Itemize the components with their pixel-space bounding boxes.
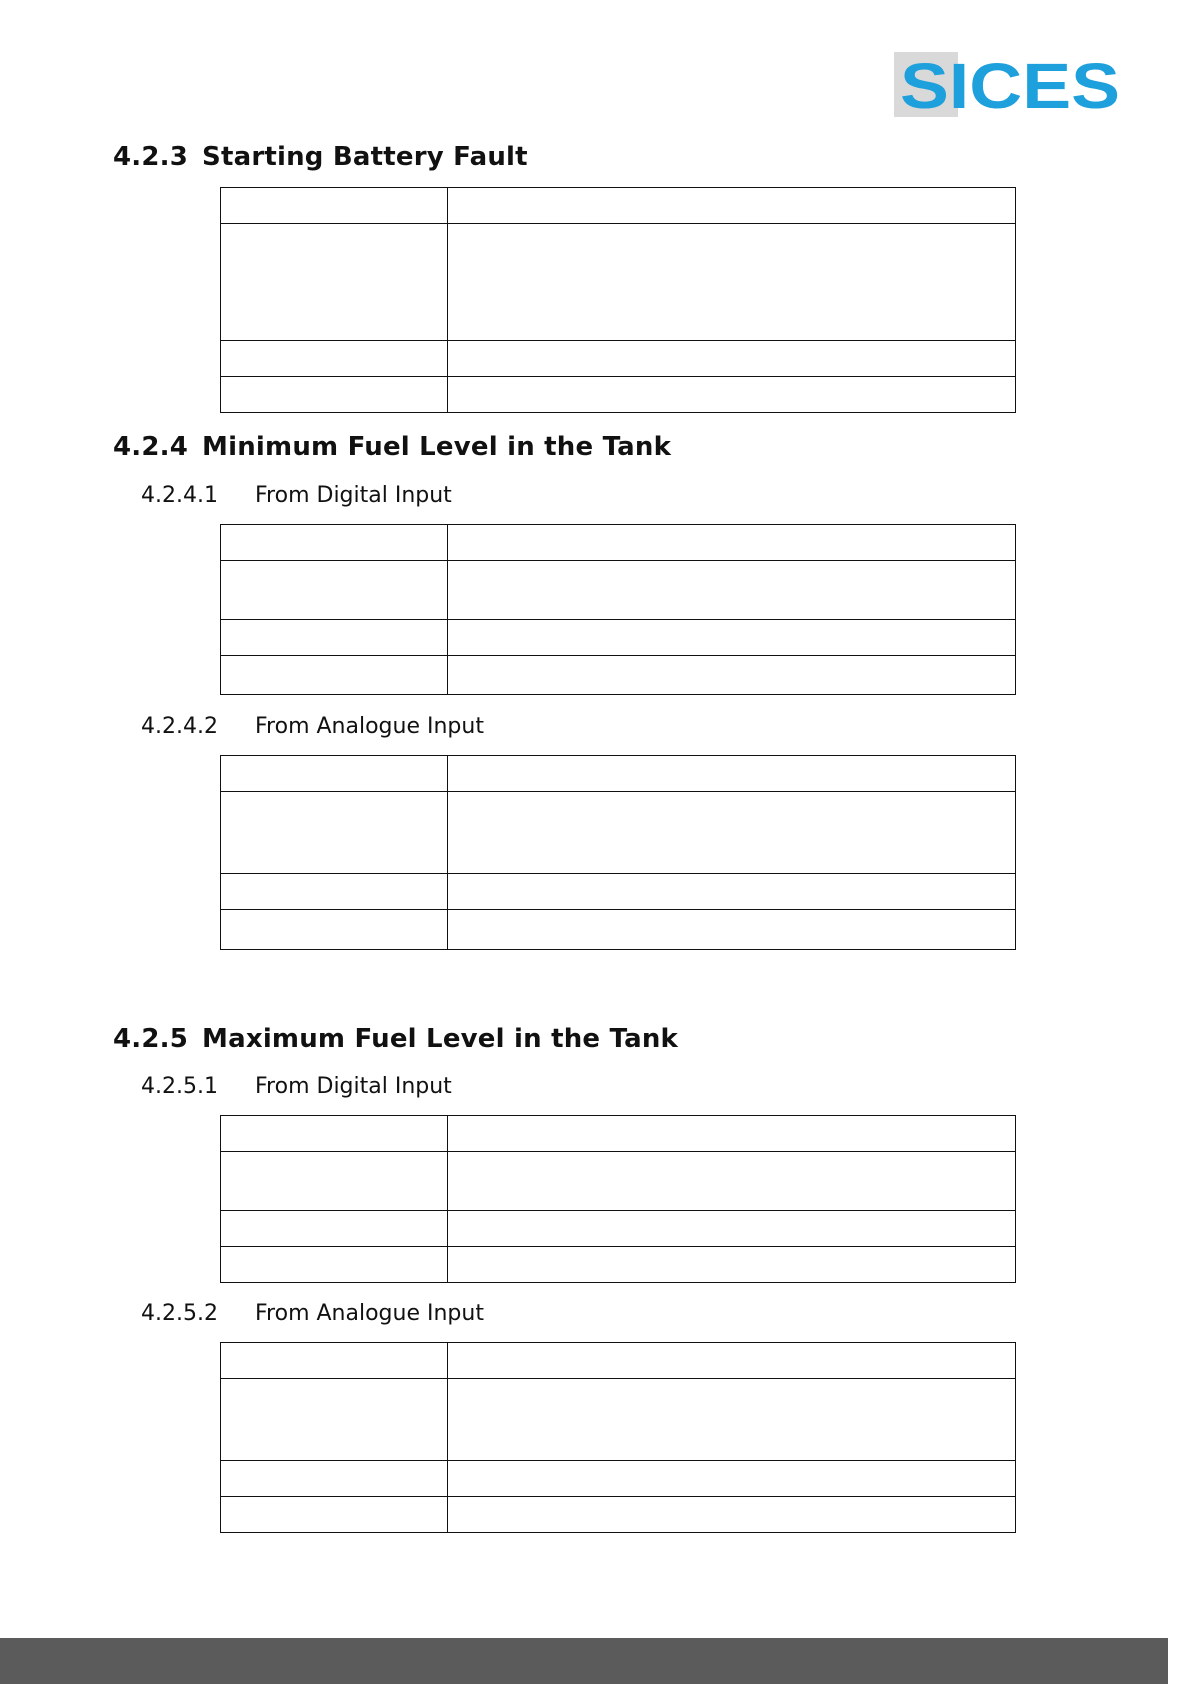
- table-cell: [448, 910, 1016, 950]
- subsection-title: From Analogue Input: [255, 1301, 484, 1326]
- subsection-heading-4-2-4-2: [141, 714, 541, 744]
- section-heading-4-2-4: [113, 432, 671, 462]
- table-cell: [221, 188, 448, 224]
- section-heading-4-2-5: [113, 1024, 678, 1054]
- table-min-fuel-analogue: [220, 755, 1016, 950]
- table-cell: [448, 792, 1016, 874]
- section-number: 4.2.3: [113, 142, 189, 172]
- table-row: [221, 188, 1016, 224]
- table-row: [221, 792, 1016, 874]
- table-cell: [221, 756, 448, 792]
- table-row: [221, 377, 1016, 413]
- table-row: [221, 1211, 1016, 1247]
- subsection-heading-4-2-5-1: [141, 1074, 541, 1104]
- table-starting-battery-fault: [220, 187, 1016, 413]
- table-row: [221, 525, 1016, 561]
- subsection-title: From Digital Input: [255, 1074, 452, 1099]
- table-row: [221, 756, 1016, 792]
- table-cell: [221, 525, 448, 561]
- table-row: [221, 874, 1016, 910]
- table-cell: [448, 874, 1016, 910]
- table-cell: [448, 1461, 1016, 1497]
- table-cell: [448, 1379, 1016, 1461]
- table-row: [221, 1152, 1016, 1211]
- section-title: Starting Battery Fault: [202, 142, 528, 172]
- table-cell: [448, 224, 1016, 341]
- table-cell: [448, 620, 1016, 656]
- subsection-heading-4-2-4-1: [141, 483, 541, 513]
- table-cell: [448, 377, 1016, 413]
- table-max-fuel-digital: [220, 1115, 1016, 1283]
- table-cell: [221, 620, 448, 656]
- table-cell: [221, 1247, 448, 1283]
- table-cell: [221, 1343, 448, 1379]
- table-cell: [448, 656, 1016, 695]
- table-row: [221, 656, 1016, 695]
- table-cell: [221, 874, 448, 910]
- table-cell: [448, 188, 1016, 224]
- table-cell: [221, 1497, 448, 1533]
- table-cell: [448, 1247, 1016, 1283]
- table-cell: [448, 1152, 1016, 1211]
- subsection-number: 4.2.4.1: [141, 483, 218, 508]
- table-row: [221, 341, 1016, 377]
- table-row: [221, 1343, 1016, 1379]
- section-title: Maximum Fuel Level in the Tank: [202, 1024, 679, 1054]
- table-row: [221, 1247, 1016, 1283]
- table-cell: [221, 561, 448, 620]
- table-min-fuel-digital: [220, 524, 1016, 695]
- table-cell: [448, 756, 1016, 792]
- footer-bar: [0, 1638, 1168, 1684]
- section-number: 4.2.4: [113, 432, 189, 462]
- table-cell: [221, 224, 448, 341]
- subsection-title: From Analogue Input: [255, 714, 484, 739]
- table-cell: [448, 1497, 1016, 1533]
- table-row: [221, 1461, 1016, 1497]
- table-cell: [448, 1343, 1016, 1379]
- section-title: Minimum Fuel Level in the Tank: [202, 432, 672, 462]
- table-cell: [448, 525, 1016, 561]
- table-cell: [221, 341, 448, 377]
- table-cell: [221, 792, 448, 874]
- table-cell: [448, 1211, 1016, 1247]
- table-cell: [221, 1211, 448, 1247]
- table-row: [221, 561, 1016, 620]
- sices-logo: [894, 52, 1124, 117]
- table-cell: [448, 1116, 1016, 1152]
- table-cell: [448, 561, 1016, 620]
- table-row: [221, 224, 1016, 341]
- subsection-heading-4-2-5-2: [141, 1301, 541, 1331]
- subsection-number: 4.2.5.1: [141, 1074, 218, 1099]
- table-cell: [221, 910, 448, 950]
- table-max-fuel-analogue: [220, 1342, 1016, 1533]
- table-cell: [448, 341, 1016, 377]
- table-cell: [221, 1461, 448, 1497]
- table-row: [221, 620, 1016, 656]
- subsection-title: From Digital Input: [255, 483, 452, 508]
- table-cell: [221, 1116, 448, 1152]
- table-cell: [221, 377, 448, 413]
- table-row: [221, 1116, 1016, 1152]
- table-row: [221, 1379, 1016, 1461]
- section-number: 4.2.5: [113, 1024, 189, 1054]
- table-cell: [221, 656, 448, 695]
- subsection-number: 4.2.5.2: [141, 1301, 218, 1326]
- logo-text: SICES: [900, 52, 1120, 117]
- table-cell: [221, 1152, 448, 1211]
- section-heading-4-2-3: [113, 142, 528, 172]
- table-row: [221, 910, 1016, 950]
- subsection-number: 4.2.4.2: [141, 714, 218, 739]
- table-row: [221, 1497, 1016, 1533]
- table-cell: [221, 1379, 448, 1461]
